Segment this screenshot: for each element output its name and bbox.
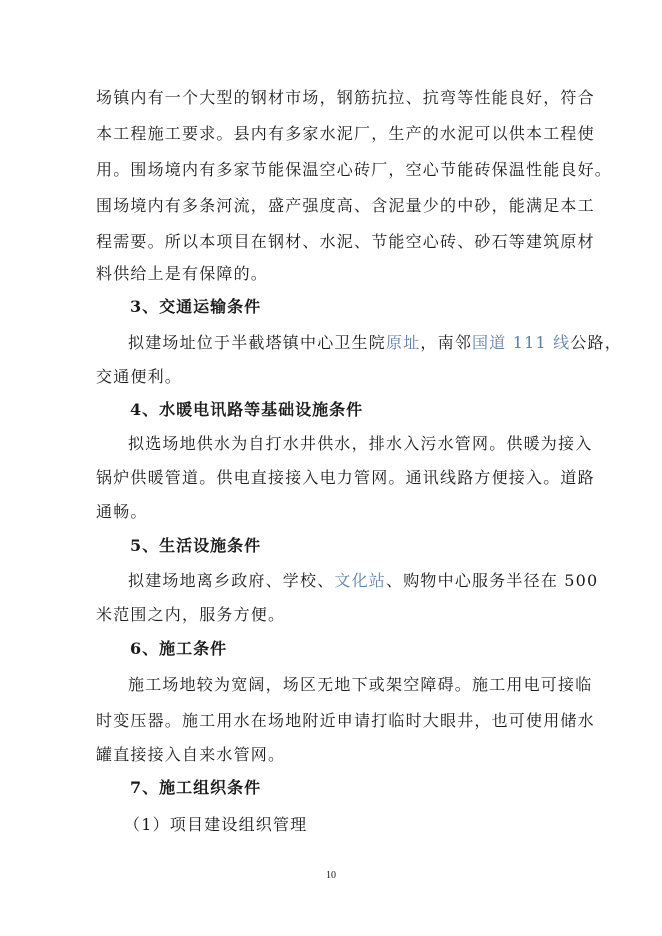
paragraph-line: 本工程施工要求。县内有多家水泥厂，生产的水泥可以供本工程使 <box>96 124 595 143</box>
paragraph-line: 罐直接接入自来水管网。 <box>96 745 286 764</box>
paragraph-line: 料供给上是有保障的。 <box>96 264 269 283</box>
paragraph-line: 通畅。 <box>96 502 148 521</box>
paragraph-line: 锅炉供暖管道。供电直接接入电力管网。通讯线路方便接入。道路 <box>96 468 595 487</box>
paragraph-line <box>128 571 628 591</box>
paragraph-line <box>128 333 628 353</box>
text-run: 拟建场址位于半截塔镇中心卫生院 <box>128 333 387 352</box>
paragraph-line: 交通便利。 <box>96 367 183 386</box>
section-heading: 7、施工组织条件 <box>130 778 262 797</box>
highlighted-text: 文化站 <box>334 571 387 590</box>
paragraph-line: 场镇内有一个大型的钢材市场，钢筋抗拉、抗弯等性能良好，符合 <box>96 88 595 107</box>
section-heading: 4、水暖电讯路等基础设施条件 <box>130 400 364 419</box>
text-run: 公路， <box>570 333 622 352</box>
paragraph-line: 拟选场地供水为自打水井供水，排水入污水管网。供暖为接入 <box>128 434 593 453</box>
section-heading: 5、生活设施条件 <box>130 536 262 555</box>
text-run: 拟建场地离乡政府、学校、 <box>128 571 335 590</box>
section-heading: 6、施工条件 <box>130 639 228 658</box>
paragraph-line: 程需要。所以本项目在钢材、水泥、节能空心砖、砂石等建筑原材 <box>96 232 595 251</box>
highlighted-text: 国道 111 线 <box>472 333 571 352</box>
page-number: 10 <box>326 870 336 881</box>
subsection-heading: （1）项目建设组织管理 <box>124 815 308 834</box>
highlighted-text: 原址 <box>386 333 421 352</box>
text-run: 、购物中心服务半径在 500 <box>386 571 599 590</box>
text-run: ，南邻 <box>420 333 473 352</box>
paragraph-line: 用。围场境内有多家节能保温空心砖厂，空心节能砖保温性能良好。 <box>96 160 613 179</box>
paragraph-line: 施工场地较为宽阔，场区无地下或架空障碍。施工用电可接临 <box>128 675 593 694</box>
section-heading: 3、交通运输条件 <box>130 297 262 316</box>
paragraph-line: 米范围之内，服务方便。 <box>96 605 286 624</box>
paragraph-line: 围场境内有多条河流，盛产强度高、含泥量少的中砂，能满足本工 <box>96 196 595 215</box>
paragraph-line: 时变压器。施工用水在场地附近申请打临时大眼井，也可使用储水 <box>96 711 595 730</box>
